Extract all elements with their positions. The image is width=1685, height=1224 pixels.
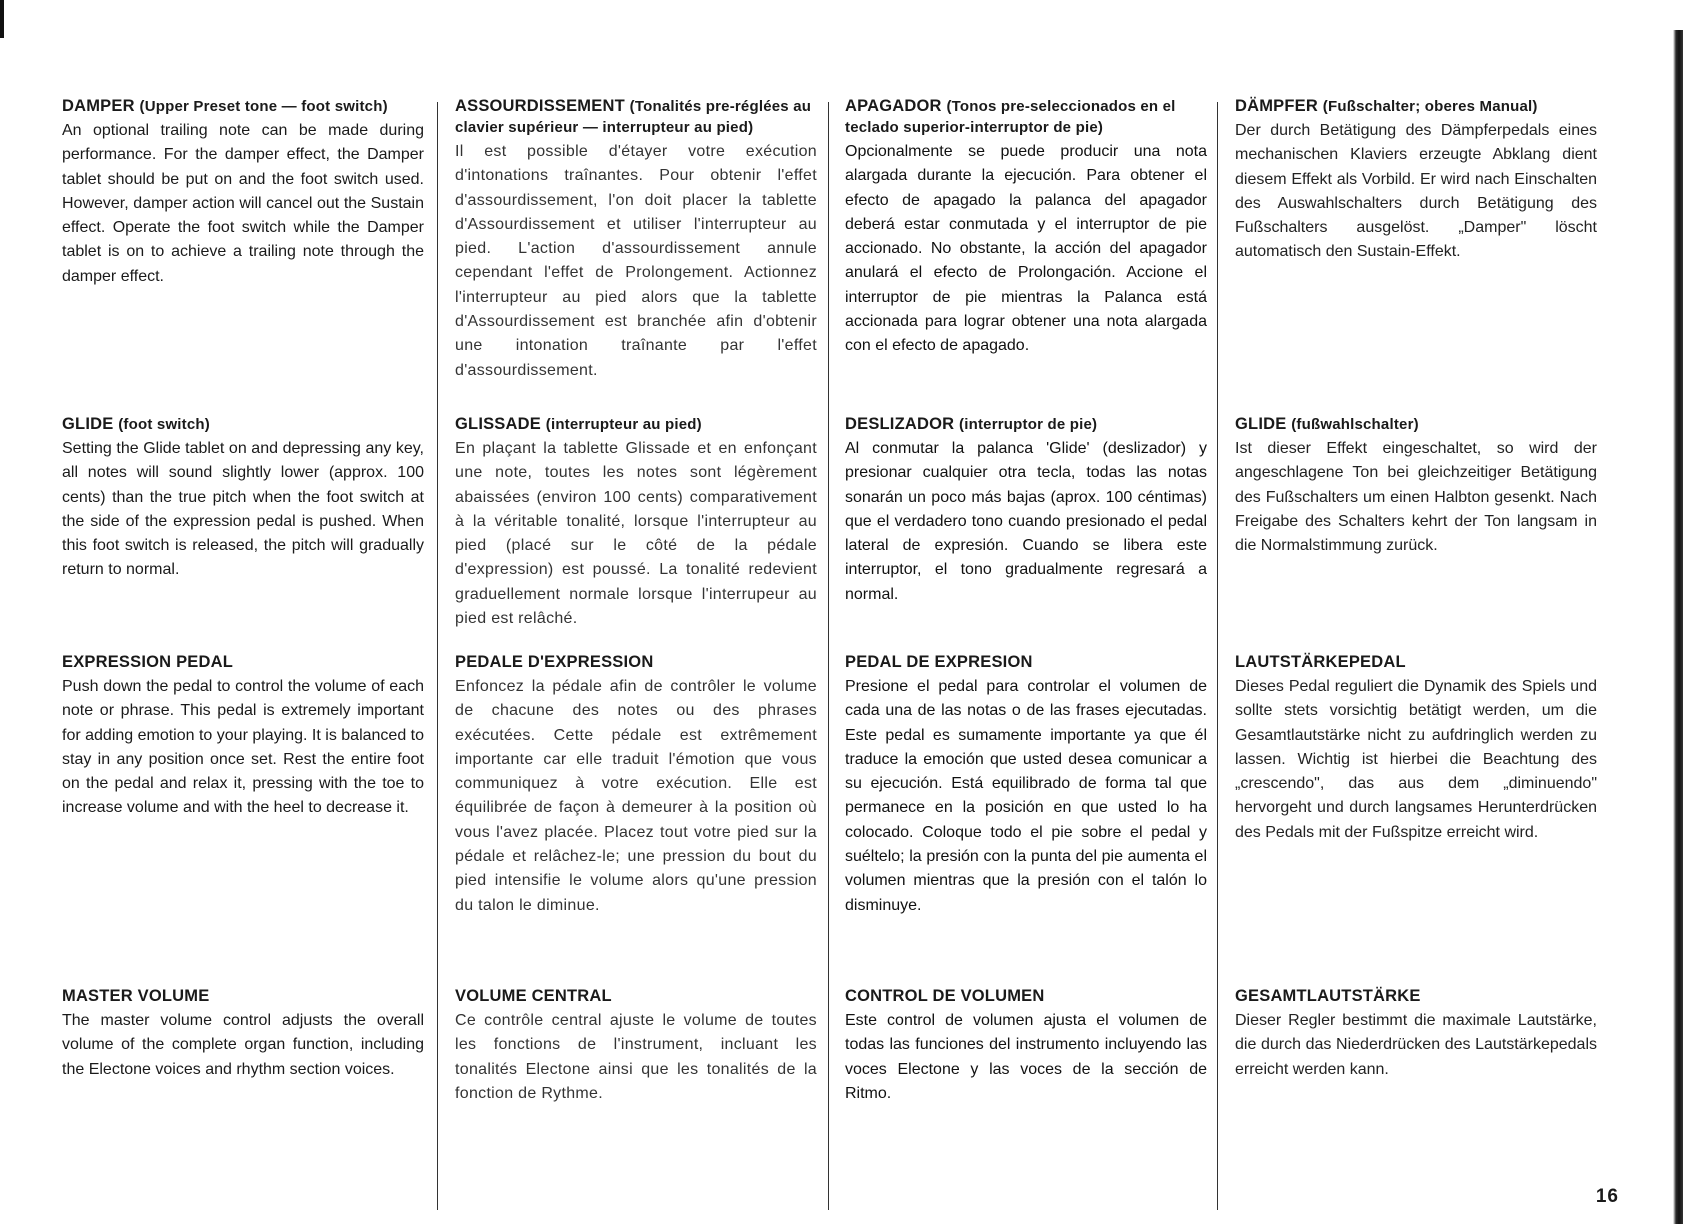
section-body: Ce contrôle central ajuste le volume de toutes les fonctions de l'instrument, incluant les tonalités Electone ainsi que les tonalités de la fonction de Rythme. <box>455 1012 817 1102</box>
section-heading: APAGADOR (Tonos pre-seleccionados en el teclado superior-interruptor de pie) <box>845 97 1176 136</box>
section-pedal-de-expresion <box>845 652 1207 918</box>
section-heading: PEDAL DE EXPRESION <box>845 653 1033 671</box>
section-body: Presione el pedal para controlar el volumen de cada una de las notas o de las frases ejecutadas. Este pedal es sumamente importante ya que él traduce la emoción que usted desea comunicar a su ejecución. Está equilibrado de forma tal que permanece en la posición en que usted lo ha colocado. Coloque todo el pie sobre el pedal y suéltelo; la presión con la punta del pie aumenta el volumen mientras que la presión con el talón lo disminuye. <box>845 678 1207 914</box>
section-heading: GESAMTLAUTSTÄRKE <box>1235 987 1421 1005</box>
section-gesamtlautstaerke <box>1235 986 1597 1082</box>
left-edge-mark <box>0 0 4 38</box>
section-daempfer <box>1235 96 1597 265</box>
section-body: An optional trailing note can be made during performance. For the damper effect, the Damper tablet should be put on and the foot switch used. However, damper action will cancel out the Sustain effect. Operate the foot switch while the Damper tablet is on to achieve a trailing note through the damper effect. <box>62 122 424 285</box>
section-apagador <box>845 96 1207 359</box>
section-heading: MASTER VOLUME <box>62 987 210 1005</box>
section-body: Dieses Pedal reguliert die Dynamik des Spiels und sollte stets vorsichtig betätigt werden, um die Gesamtlautstärke nicht zu aufdringlich werden zu lassen. Wichtig ist hierbei die Beachtung des „crescendo", das aus dem „diminuendo" hervorgeht und durch langsames Herunterdrücken des Pedals mit der Fußspitze erreicht wird. <box>1235 678 1597 841</box>
section-body: Il est possible d'étayer votre exécution d'intonations traînantes. Pour obtenir l'effet d'assourdissement, l'on doit placer la tablette d'Assourdissement et utiliser l'interrupteur au pied. L'action d'assourdissement annule cependant l'effet de Prolongement. Actionnez l'interrupteur au pied alors que la tablette d'Assourdissement est branchée afin d'obtenir une intonation traînante par l'effet d'assourdissement. <box>455 143 817 379</box>
section-control-de-volumen <box>845 986 1207 1106</box>
section-body: Push down the pedal to control the volume of each note or phrase. This pedal is extremely important for adding emotion to your playing. It is balanced to stay in any position once set. Rest the entire foot on the pedal and relax it, pressing with the toe to increase volume and with the heel to decrease it. <box>62 678 424 817</box>
section-heading: GLIDE (foot switch) <box>62 415 210 433</box>
section-body: En plaçant la tablette Glissade et en enfonçant une note, toutes les notes sont légèrement abaissées (environ 100 cents) comparativement à la véritable tonalité, lorsque l'interrupteur au pied (placé sur le côté de la pédale d'expression) est poussé. La tonalité redevient graduellement normale lorsque l'interrupeur au pied est relâché. <box>455 440 817 628</box>
section-glide-de <box>1235 414 1597 558</box>
column-english <box>62 96 424 1212</box>
section-deslizador <box>845 414 1207 607</box>
section-heading: PEDALE D'EXPRESSION <box>455 653 654 671</box>
section-body: Opcionalmente se puede producir una nota alargada durante la ejecución. Para obtener el efecto de apagado la palanca del apagador deberá estar conmutada y el interruptor de pie accionado. No obstante, la acción del apagador anulará el efecto de Prolongación. Accione el interruptor de pie mientras la Palanca está accionada para lograr obtener una nota alargada con el efecto de apagado. <box>845 143 1207 355</box>
column-spanish <box>845 96 1207 1212</box>
section-body: Setting the Glide tablet on and depressing any key, all notes will sound slightly lower (approx. 100 cents) than the true pitch when the foot switch at the side of the expression pedal is pushed. When this foot switch is released, the pitch will gradually return to normal. <box>62 440 424 579</box>
section-heading: EXPRESSION PEDAL <box>62 653 233 671</box>
section-damper <box>62 96 424 289</box>
section-body: Al conmutar la palanca 'Glide' (deslizador) y presionar cualquier otra tecla, todas las notas sonarán un poco más bajas (aprox. 100 céntimas) que el verdadero tono cuando presionado el pedal lateral de expresión. Cuando se libera este interruptor, el tono gradualmente regresará a normal. <box>845 440 1207 603</box>
section-heading: GLIDE (fußwahlschalter) <box>1235 415 1419 433</box>
section-body: Dieser Regler bestimmt die maximale Lautstärke, die durch das Niederdrücken des Lautstärkepedals erreicht werden kann. <box>1235 1012 1597 1078</box>
column-divider <box>828 102 829 1210</box>
section-body: Der durch Betätigung des Dämpferpedals eines mechanischen Klaviers erzeugte Abklang dient diesem Effekt als Vorbild. Er wird nach Einschalten des Auswahlschalters durch Betätigung des Fußschalters ausgelöst. „Damper" löscht automatisch den Sustain-Effekt. <box>1235 122 1597 261</box>
section-body: Enfoncez la pédale afin de contrôler le volume de chacune des notes ou des phrases exécutées. Cette pédale est extrêmement importante car elle traduit l'émotion que vous communiquez à votre exécution. Elle est équilibrée de façon à demeurer à la position où vous l'avez placée. Placez tout votre pied sur la pédale et relâchez-le; une pression du bout du pied intensifie le volume alors qu'une pression du talon le diminue. <box>455 678 817 914</box>
section-body: Ist dieser Effekt eingeschaltet, so wird der angeschlagene Ton bei gleichzeitiger Betätigung des Fußschalters um einen Halbton gesenkt. Nach Freigabe des Schalters kehrt der Ton langsam in die Normalstimmung zurück. <box>1235 440 1597 555</box>
column-divider <box>437 102 438 1210</box>
section-pedale-expression <box>455 652 817 918</box>
column-french <box>455 96 817 1212</box>
section-expression-pedal <box>62 652 424 821</box>
section-heading: VOLUME CENTRAL <box>455 987 612 1005</box>
section-heading: CONTROL DE VOLUMEN <box>845 987 1045 1005</box>
section-heading: DAMPER (Upper Preset tone — foot switch) <box>62 97 388 115</box>
section-body: The master volume control adjusts the overall volume of the complete organ function, including the Electone voices and rhythm section voices. <box>62 1012 424 1078</box>
column-divider <box>1217 102 1218 1210</box>
section-heading: DESLIZADOR (interruptor de pie) <box>845 415 1098 433</box>
section-master-volume <box>62 986 424 1082</box>
section-heading: LAUTSTÄRKEPEDAL <box>1235 653 1406 671</box>
section-heading: GLISSADE (interrupteur au pied) <box>455 415 702 433</box>
column-german <box>1235 96 1597 1212</box>
section-volume-central <box>455 986 817 1106</box>
page-number: 16 <box>1595 1186 1619 1207</box>
section-heading: DÄMPFER (Fußschalter; oberes Manual) <box>1235 97 1538 115</box>
section-assourdissement <box>455 96 817 383</box>
section-heading: ASSOURDISSEMENT (Tonalités pre-réglées au clavier supérieur — interrupteur au pied) <box>455 97 812 136</box>
section-glissade <box>455 414 817 631</box>
section-body: Este control de volumen ajusta el volumen de todas las funciones del instrumento incluyendo las voces Electone y las voces de la sección de Ritmo. <box>845 1012 1207 1102</box>
section-lautstaerkepedal <box>1235 652 1597 845</box>
right-edge-binding <box>1673 30 1683 1224</box>
section-glide <box>62 414 424 583</box>
